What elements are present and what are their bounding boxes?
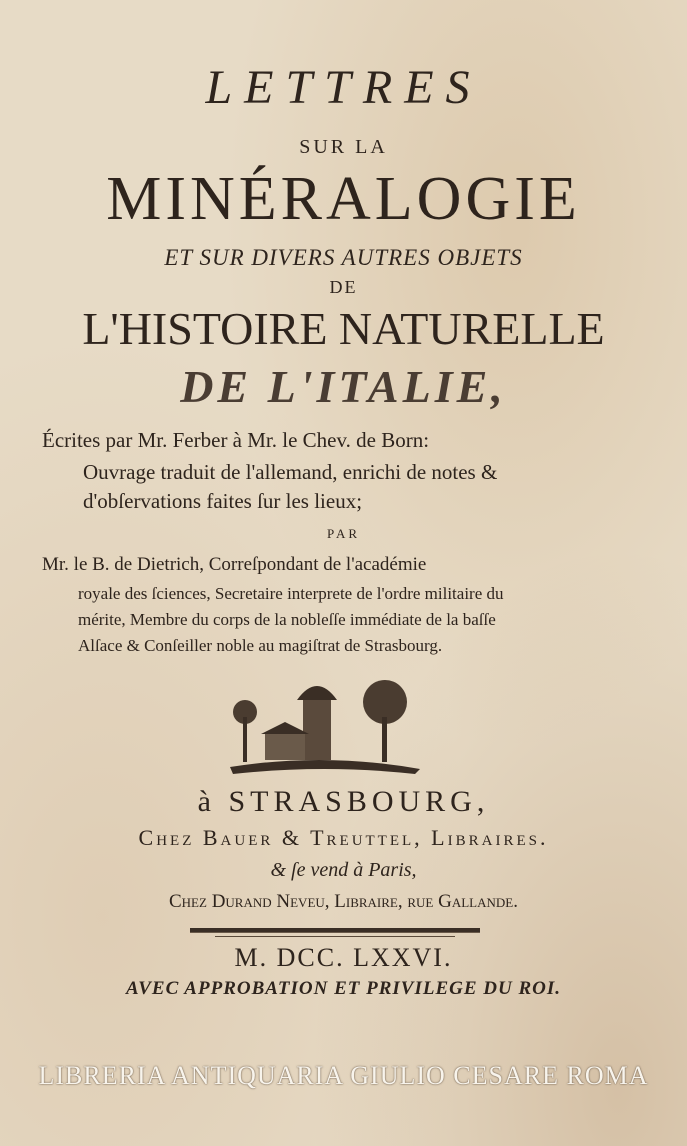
par-label: PAR (326, 526, 361, 541)
title-mineralogie: MINÉRALOGIE (106, 165, 581, 233)
translator-line: Alſace & Conſeiller noble au magiſtrat de Strasbourg. (78, 636, 443, 655)
title-sur-la: SUR LA (299, 136, 388, 158)
vignette-engraving (225, 672, 425, 777)
divider-rule (190, 928, 480, 933)
title-subtitle: ET SUR DIVERS AUTRES OBJETS (164, 245, 523, 270)
title-de: DE (329, 277, 358, 297)
imprint-seller: Chez Durand Neveu, Libraire, rue Gallande. (169, 891, 518, 912)
translator-line: royale des ſciences, Secretaire interprete de l'ordre militaire du (78, 584, 504, 603)
translator-line: mérite, Membre du corps de la nobleſſe immédiate de la baſſe (78, 610, 496, 629)
translator-line: Mr. le B. de Dietrich, Correſpondant de l'académie (42, 554, 427, 575)
imprint-city: à STRASBOURG, (197, 785, 490, 818)
authors-line: Ouvrage traduit de l'allemand, enrichi de notes & (83, 460, 498, 484)
imprint-paris: & ſe vend à Paris, (270, 859, 417, 881)
authors-line: d'obſervations faites ſur les lieux; (83, 489, 363, 513)
title-italie: DE L'ITALIE, (180, 361, 507, 412)
title-lettres: LETTRES (205, 61, 482, 114)
imprint-date: M. DCC. LXXVI. (234, 943, 453, 972)
divider-rule (215, 936, 455, 937)
title-histoire-naturelle: L'HISTOIRE NATURELLE (82, 303, 605, 354)
authors-line: Écrites par Mr. Ferber à Mr. le Chev. de Born: (42, 428, 430, 452)
imprint-printer: Chez Bauer & Treuttel, Libraires. (138, 825, 549, 850)
watermark: LIBRERIA ANTIQUARIA GIULIO CESARE ROMA (38, 1061, 649, 1090)
imprint-privilege: AVEC APPROBATION ET PRIVILEGE DU ROI. (125, 978, 562, 999)
